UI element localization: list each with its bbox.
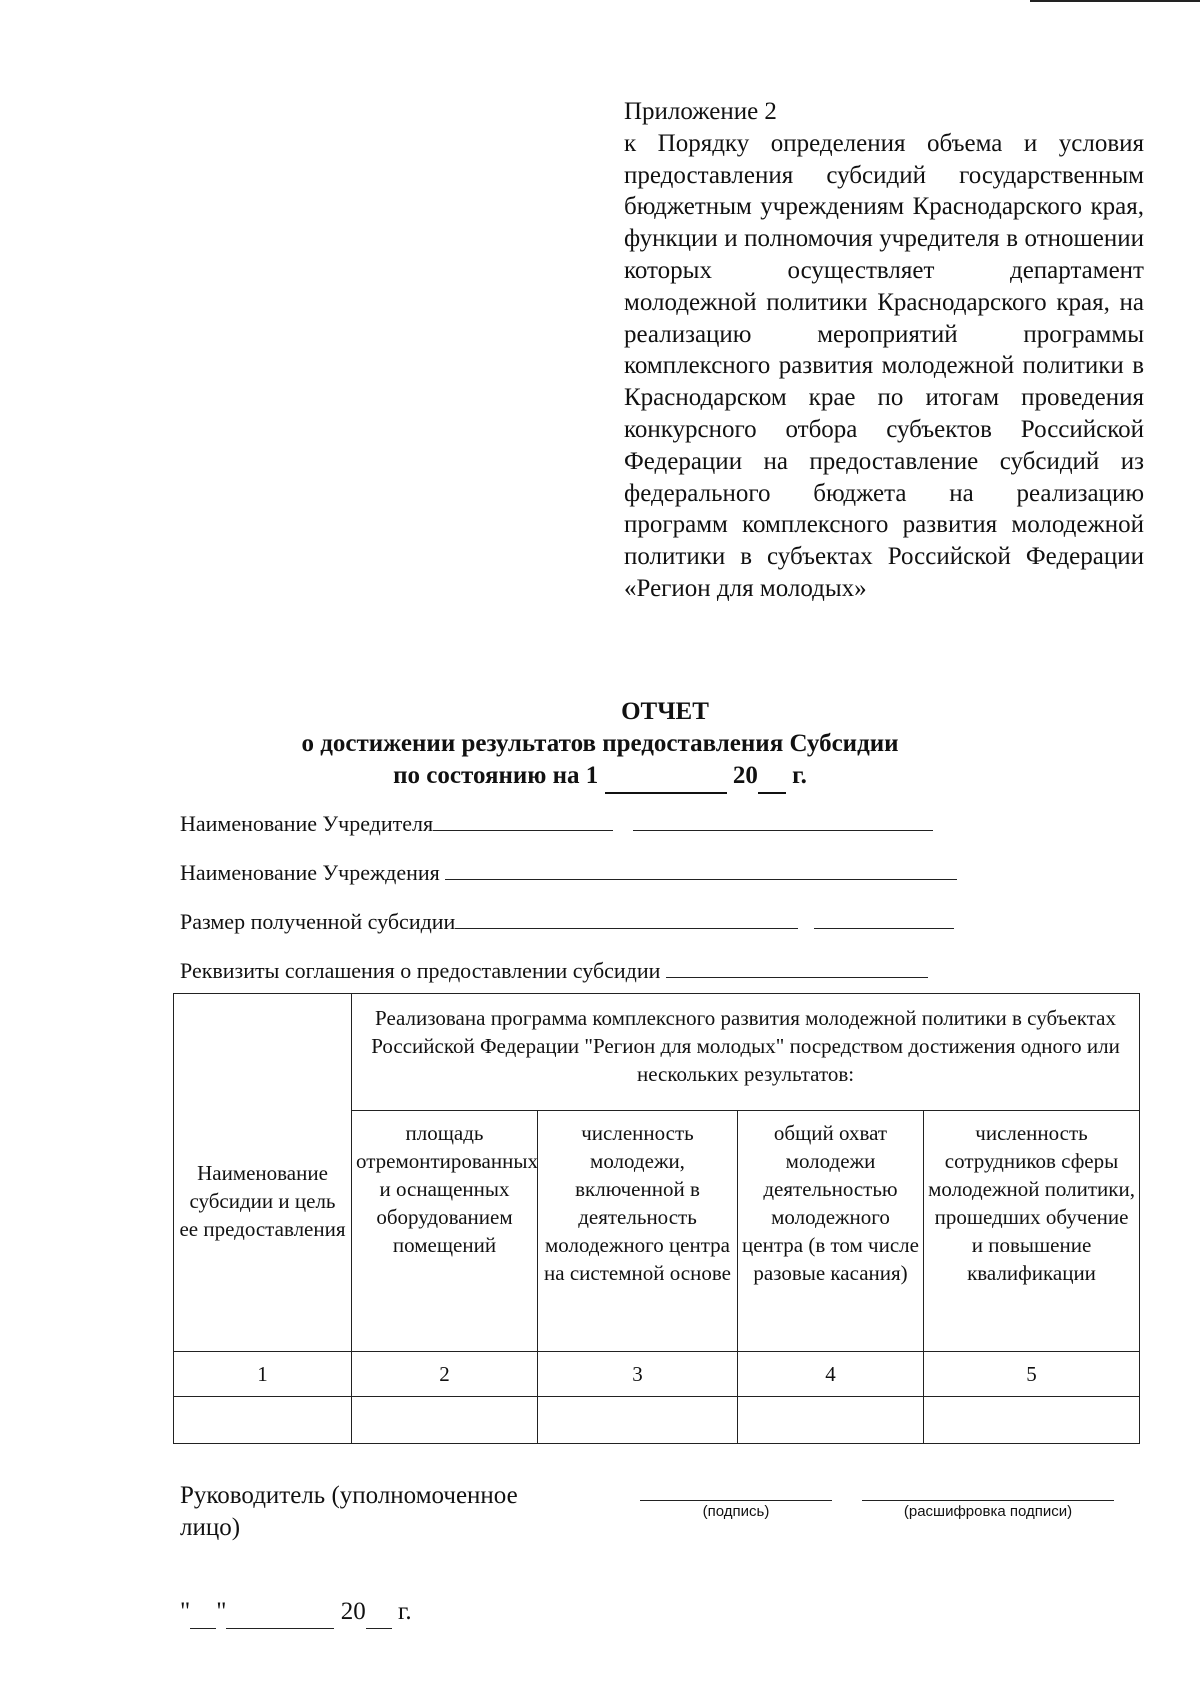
sub-header-youth-coverage: общий охват молодежи деятельностью молодежного центра (в том числе разовые касания)	[738, 1111, 924, 1352]
col-number-2: 2	[352, 1352, 538, 1397]
institution-label: Наименование Учреждения	[180, 860, 440, 885]
report-date-prefix: по состоянию на 1	[393, 762, 599, 789]
founder-input-line[interactable]	[433, 812, 613, 831]
signature-decode-line[interactable]	[862, 1500, 1114, 1520]
table-row	[174, 1397, 1140, 1444]
founder-field	[180, 810, 933, 838]
appendix-title: Приложение 2	[624, 98, 777, 125]
top-edge-line	[1030, 0, 1200, 2]
report-date-year-blank[interactable]	[758, 760, 786, 794]
group-header: Реализована программа комплексного развития молодежной политики в субъектах Российской Федерации "Регион для молодых" посредством достижения одного или нескольких результатов:	[352, 994, 1140, 1111]
table-number-row	[174, 1352, 1140, 1397]
date-month-blank[interactable]	[226, 1596, 334, 1629]
appendix-text: к Порядку определения объема и условия предоставления субсидий государственным бюджетным учреждениям Краснодарского края, функции и полномочия учредителя в отношении которых осуществляет департамент молодежной политики Краснодарского края, на реализацию мероприятий программы комплексного развития молодежной политики в Краснодарском крае по итогам проведения конкурсного отбора субъектов Российской Федерации на предоставление субсидий из федерального бюджета на реализацию программ комплексного развития молодежной политики в субъектах Российской Федерации «Регион для молодых»	[624, 129, 1144, 602]
signature-line[interactable]	[640, 1500, 832, 1520]
institution-field	[180, 859, 957, 887]
col-number-3: 3	[538, 1352, 738, 1397]
col-number-4: 4	[738, 1352, 924, 1397]
report-subtitle: о достижении результатов предоставления Субсидии	[301, 730, 899, 757]
subsidy-size-field	[180, 908, 954, 936]
report-date-suffix: г.	[792, 762, 807, 789]
institution-input-line[interactable]	[445, 861, 957, 880]
date-year-blank[interactable]	[366, 1596, 392, 1629]
date-year: 20	[340, 1598, 366, 1625]
table-cell-4[interactable]	[738, 1397, 924, 1444]
sub-header-staff-training: численность сотрудников сферы молодежной политики, прошедших обучение и повышение квалификации	[924, 1111, 1140, 1352]
report-title-block	[0, 696, 1200, 794]
table-cell-5[interactable]	[924, 1397, 1140, 1444]
subsidy-size-input-line[interactable]	[455, 910, 798, 929]
date-day-blank[interactable]	[190, 1596, 216, 1629]
subsidy-size-label: Размер полученной субсидии	[180, 909, 456, 934]
appendix-header	[624, 96, 1144, 605]
sub-header-area: площадь отремонтированных и оснащенных оборудованием помещений	[352, 1111, 538, 1352]
subsidy-size-input-line-2[interactable]	[814, 910, 954, 929]
founder-label: Наименование Учредителя	[180, 811, 434, 836]
date-quote-close: "	[216, 1598, 227, 1625]
sub-header-youth-systemic: численность молодежи, включенной в деятельность молодежного центра на системной основе	[538, 1111, 738, 1352]
table-cell-1[interactable]	[174, 1397, 352, 1444]
agreement-label: Реквизиты соглашения о предоставлении субсидии	[180, 958, 661, 983]
founder-input-line-2[interactable]	[633, 812, 933, 831]
signature-caption: (подпись)	[702, 1503, 770, 1520]
table-cell-3[interactable]	[538, 1397, 738, 1444]
signature-label: Руководитель (уполномоченное лицо)	[180, 1482, 518, 1541]
report-date-line	[0, 760, 1200, 794]
col-number-5: 5	[924, 1352, 1140, 1397]
table-header-row-1	[174, 994, 1140, 1111]
col-number-1: 1	[174, 1352, 352, 1397]
agreement-input-line[interactable]	[666, 959, 928, 978]
col1-header: Наименование субсидии и цель ее предоставления	[174, 994, 352, 1352]
date-suffix: г.	[397, 1598, 412, 1625]
report-title: ОТЧЕТ	[621, 698, 709, 725]
signature-decode-caption: (расшифровка подписи)	[903, 1503, 1073, 1520]
report-date-year: 20	[732, 762, 758, 789]
date-quote-open: "	[180, 1598, 191, 1625]
results-table	[173, 993, 1140, 1444]
date-footer	[180, 1596, 412, 1629]
agreement-field	[180, 957, 928, 985]
report-date-month-blank[interactable]	[605, 760, 727, 794]
table-cell-2[interactable]	[352, 1397, 538, 1444]
